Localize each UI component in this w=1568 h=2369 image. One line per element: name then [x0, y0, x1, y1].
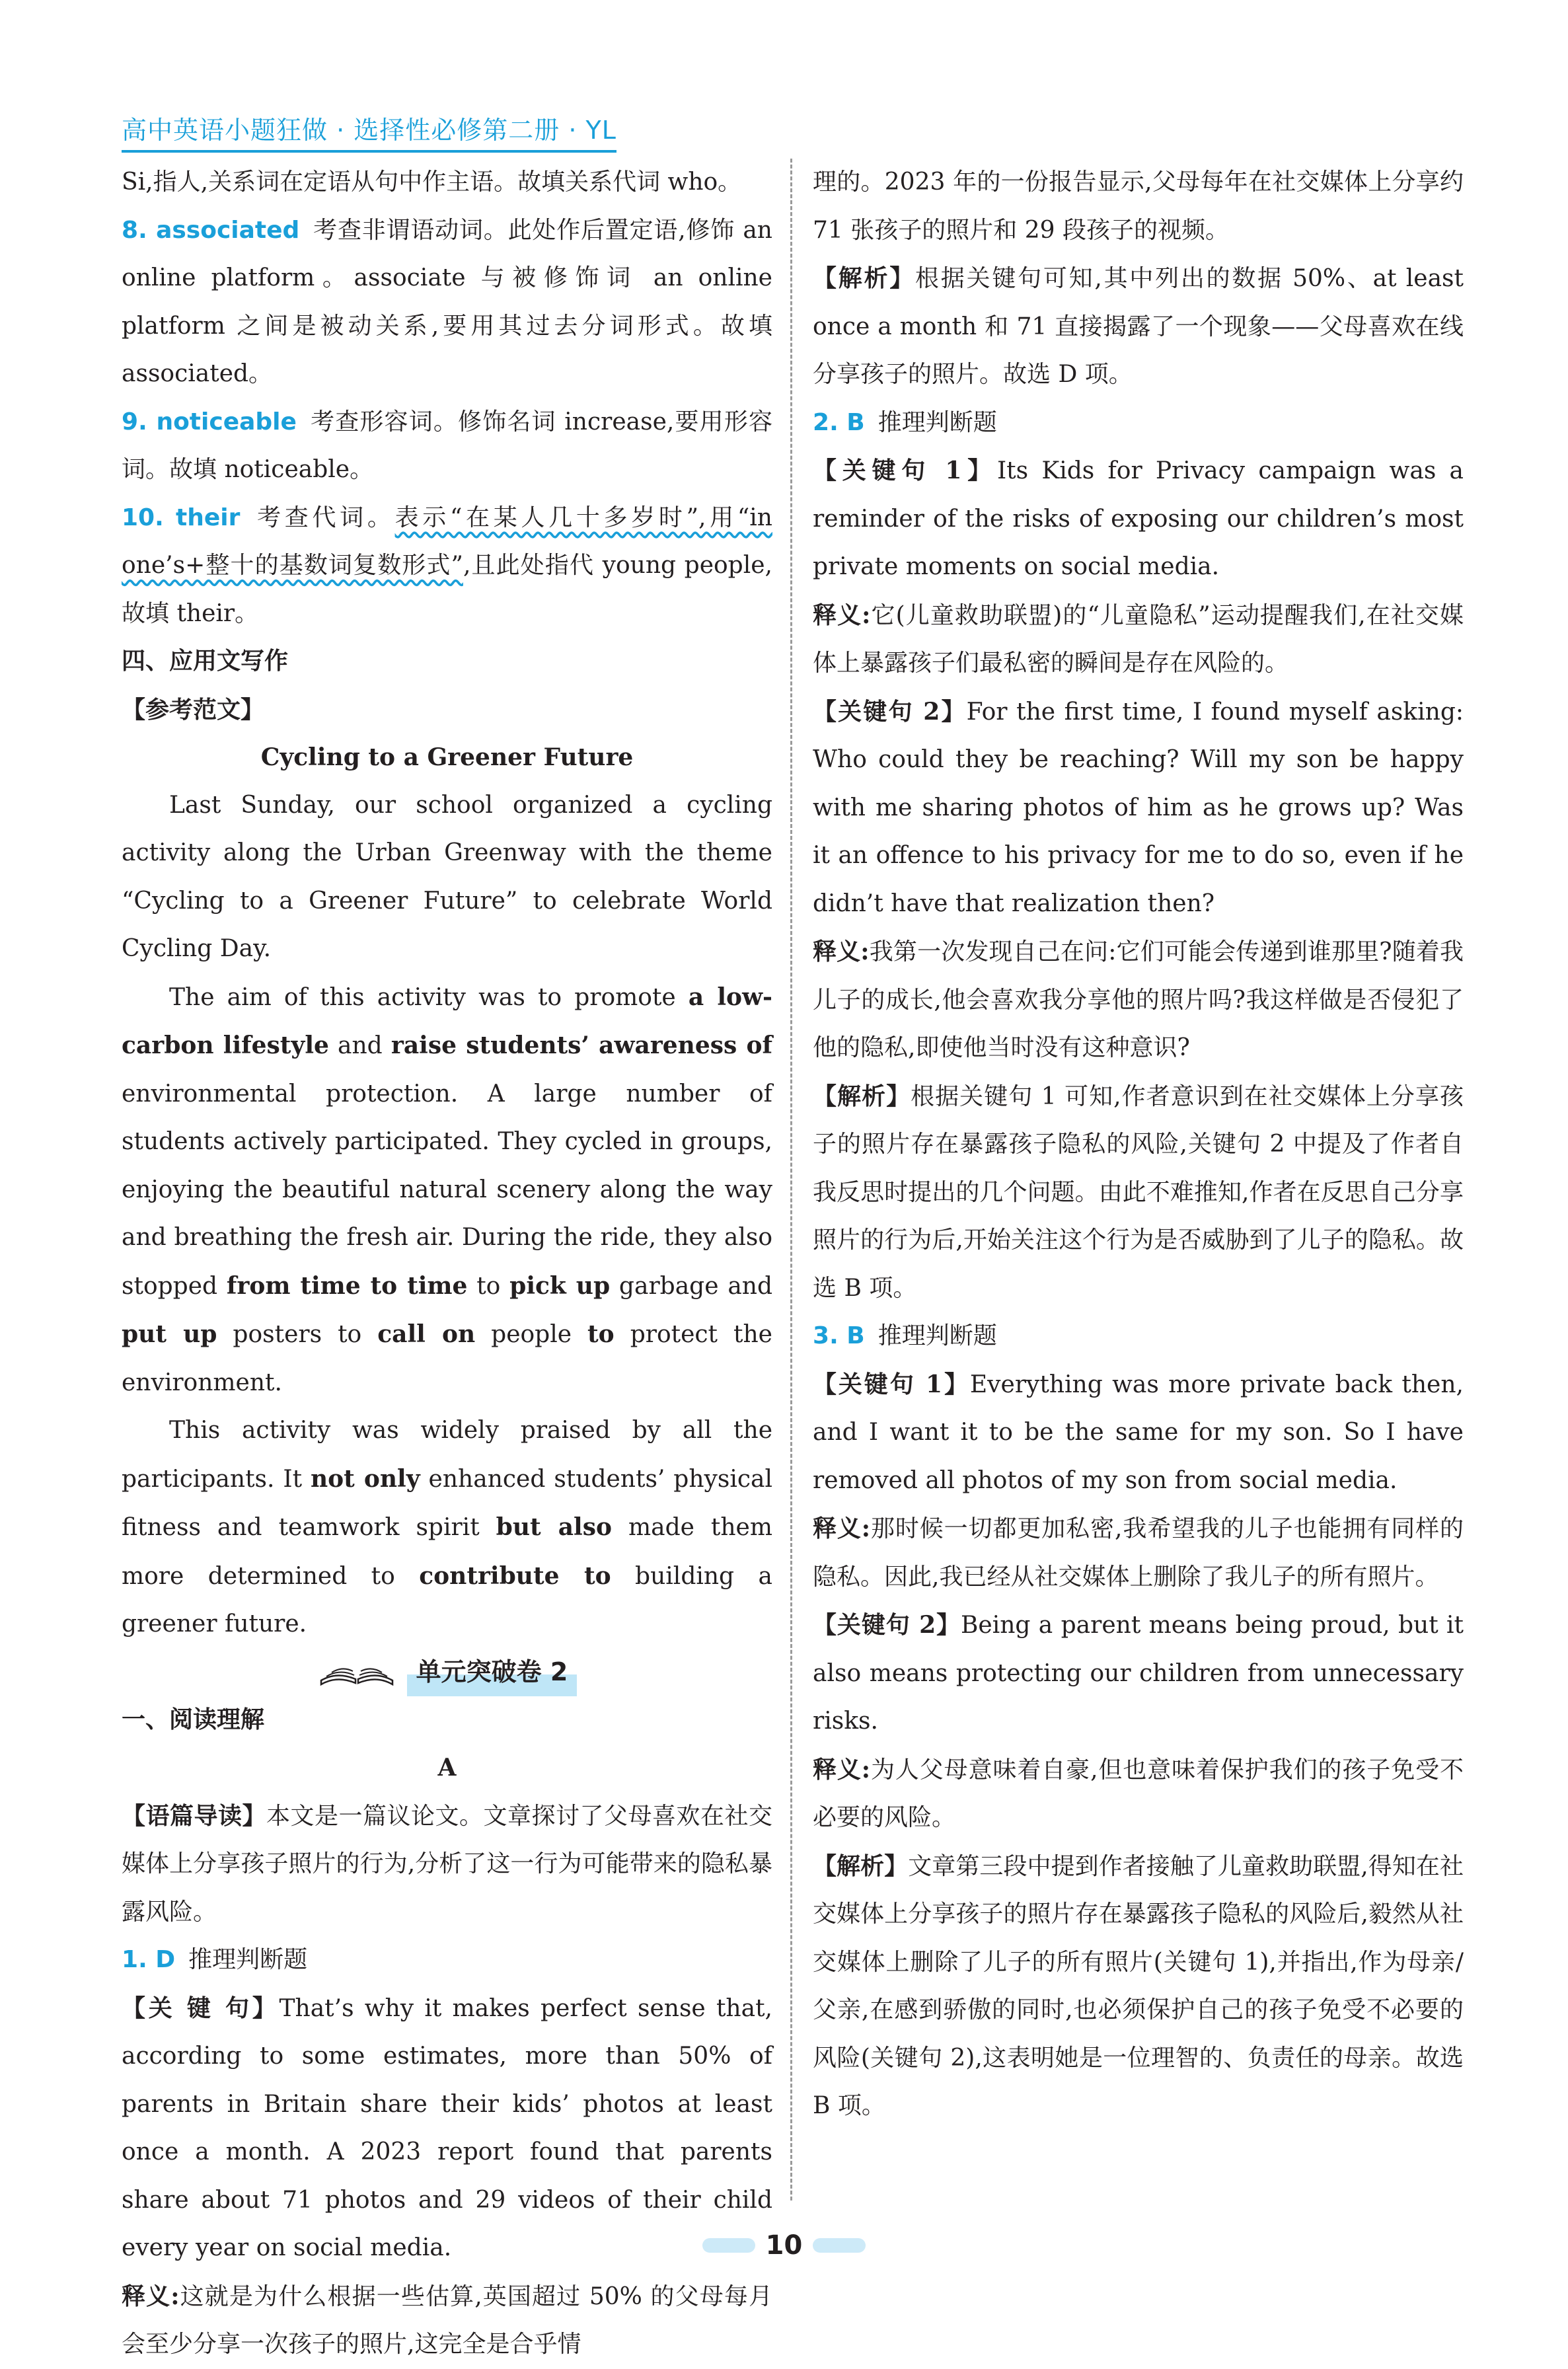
q7-continued: Si,指人,关系词在定语从句中作主语。故填关系代词 who。 [122, 169, 742, 196]
answer-word: their [176, 504, 241, 531]
page-number: 10 [765, 2230, 803, 2261]
answer-explanation: 考查代词。 [253, 504, 395, 531]
q3-key-sentence-2: 【关键句 2】Being a parent means being proud, but it also means protecting our children from unnecessary risks. [813, 1611, 1464, 1735]
footer-decoration-left [702, 2238, 755, 2253]
answer-letter: B [846, 1322, 865, 1349]
question-1-header: 1. D 推理判断题 [122, 1946, 308, 1973]
answer-word: associated [156, 216, 300, 244]
essay-paragraph-3: This activity was widely praised by all the participants. It not only enhanced students’ physical fitness and teamwork spirit but also made them more determined to contribute to building a greener future. [122, 1417, 772, 1637]
section-heading-writing: 四、应用文写作 [122, 648, 289, 675]
answer-10: 10. their 考查代词。表示“在某人几十多岁时”,用“in one’s+整十的基数词复数形式”,且此处指代 young people,故填 their。 [122, 504, 772, 627]
passage-guide: 【语篇导读】本文是一篇议论文。文章探讨了父母喜欢在社交媒体上分享孩子照片的行为,分析了这一行为可能带来的隐私暴露风险。 [122, 1801, 772, 1926]
right-column [813, 159, 1464, 2130]
q2-key-sentence-1: 【关键句 1】Its Kids for Privacy campaign was a reminder of the risks of exposing our children’s most private moments on social media. [813, 457, 1464, 580]
essay-paragraph-1: Last Sunday, our school organized a cycling activity along the Urban Greenway with the theme “Cycling to a Greener Future” to celebrate World Cycling Day. [122, 791, 772, 962]
essay-title: Cycling to a Greener Future [260, 743, 634, 771]
answer-9: 9. noticeable 考查形容词。修饰名词 increase,要用形容词。故填 noticeable。 [122, 408, 772, 483]
answer-letter: D [155, 1946, 176, 1973]
footer-decoration-right [813, 2238, 866, 2253]
question-type: 推理判断题 [188, 1946, 308, 1973]
q3-translation-1: 释义:那时候一切都更加私密,我希望我的儿子也能拥有同样的隐私。因此,我已经从社交媒体上删除了我儿子的所有照片。 [813, 1515, 1464, 1591]
q2-translation-1: 释义:它(儿童救助联盟)的“儿童隐私”运动提醒我们,在社交媒体上暴露孩子们最私密的瞬间是存在风险的。 [813, 601, 1464, 677]
answer-explanation: 考查非谓语动词。此处作后置定语,修饰 an online platform。associate 与被修饰词 an online platform 之间是被动关系,要用其过去分词形式。故填 associated。 [122, 216, 772, 387]
q1-translation: 释义:这就是为什么根据一些估算,英国超过 50% 的父母每月会至少分享一次孩子的照片,这完全是合乎情 [122, 2282, 772, 2358]
q1-analysis: 【解析】根据关键句可知,其中列出的数据 50%、at least once a month 和 71 直接揭露了一个现象——父母喜欢在线分享孩子的照片。故选 D 项。 [813, 264, 1464, 388]
answer-explanation-end: ,且此处指代 young people,故填 their。 [122, 552, 772, 627]
q3-key-sentence-1: 【关键句 1】Everything was more private back then, and I want it to be the same for my son. So I have removed all photos of my son from social media. [813, 1370, 1464, 1494]
unit-title: 单元突破卷 2 [407, 1648, 578, 1696]
column-divider [790, 159, 792, 2200]
essay-paragraph-2: The aim of this activity was to promote a low-carbon lifestyle and raise students’ awareness of environmental protection. A large number of students actively participated. They cycled in groups, enjoying the beautiful natural scenery along the way and breathing the fresh air. During the ride, they also stopped from time to time to pick up garbage and put up posters to call on people to protect the environment. [122, 983, 773, 1396]
unit-banner [122, 1649, 772, 1696]
q3-translation-2: 释义:为人父母意味着自豪,但也意味着保护我们的孩子免受不必要的风险。 [813, 1755, 1464, 1831]
q2-translation-2: 释义:我第一次发现自己在问:它们可能会传递到谁那里?随着我儿子的成长,他会喜欢我分享他的照片吗?我这样做是否侵犯了他的隐私,即使他当时没有这种意识? [813, 938, 1464, 1061]
q2-analysis: 【解析】根据关键句 1 可知,作者意识到在社交媒体上分享孩子的照片存在暴露孩子隐私的风险,关键句 2 中提及了作者自我反思时提出的几个问题。由此不难推知,作者在反思自己分享照片的行为后,开始关注这个行为是否威胁到了儿子的隐私。故选 B 项。 [813, 1082, 1464, 1302]
running-header: 高中英语小题狂做 · 选择性必修第二册 · YL [122, 110, 616, 153]
wavy-underlined-note: 表示“在某人几十多岁时”,用“in one’s+整十的基数词复数形式” [122, 504, 772, 579]
question-number: 9 [122, 408, 139, 435]
answer-word: noticeable [156, 408, 297, 435]
guide-tag: 【语篇导读】 [122, 1801, 266, 1830]
open-book-icon [317, 1659, 396, 1686]
answer-8: 8. associated 考查非谓语动词。此处作后置定语,修饰 an online platform。associate 与被修饰词 an online platform 之间是被动关系,要用其过去分词形式。故填 associated。 [122, 216, 772, 387]
model-essay-tag: 【参考范文】 [122, 695, 265, 724]
question-2-header: 2. B 推理判断题 [813, 408, 997, 436]
q1-translation-continued: 理的。2023 年的一份报告显示,父母每年在社交媒体上分享约 71 张孩子的照片和 29 段孩子的视频。 [813, 169, 1464, 244]
answer-explanation: 考查形容词。修饰名词 increase,要用形容词。故填 noticeable。 [122, 408, 772, 483]
question-type: 推理判断题 [877, 408, 997, 436]
page-footer [0, 2230, 1568, 2261]
question-number: 10 [122, 504, 155, 531]
answer-letter: B [846, 408, 865, 436]
passage-letter: A [437, 1754, 457, 1782]
question-number: 8 [122, 216, 139, 244]
q1-key-sentence: 【关 键 句】That’s why it makes perfect sense that, according to some estimates, more than 50% of parents in Britain share their kids’ photos at least once a month. A 2023 report found that parents share about 71 photos and 29 videos of their child every year on social media. [122, 1994, 772, 2261]
q2-key-sentence-2: 【关键句 2】For the first time, I found myself asking: Who could they be reaching? Will my son be happy with me sharing photos of him as he grows up? Was it an offence to his privacy for me to do so, even if he didn’t have that realization then? [813, 697, 1464, 917]
left-column [122, 159, 772, 2369]
question-type: 推理判断题 [877, 1322, 997, 1349]
section-heading-reading: 一、阅读理解 [122, 1706, 265, 1733]
question-3-header: 3. B 推理判断题 [813, 1322, 997, 1349]
q3-analysis: 【解析】文章第三段中提到作者接触了儿童救助联盟,得知在社交媒体上分享孩子的照片存在暴露孩子隐私的风险后,毅然从社交媒体上删除了儿子的所有照片(关键句 1),并指出,作为母亲/父亲,在感到骄傲的同时,也必须保护自己的孩子免受不必要的风险(关键句 2),这表明她是一位理智的、负责任的母亲。故选 B 项。 [813, 1852, 1464, 2119]
